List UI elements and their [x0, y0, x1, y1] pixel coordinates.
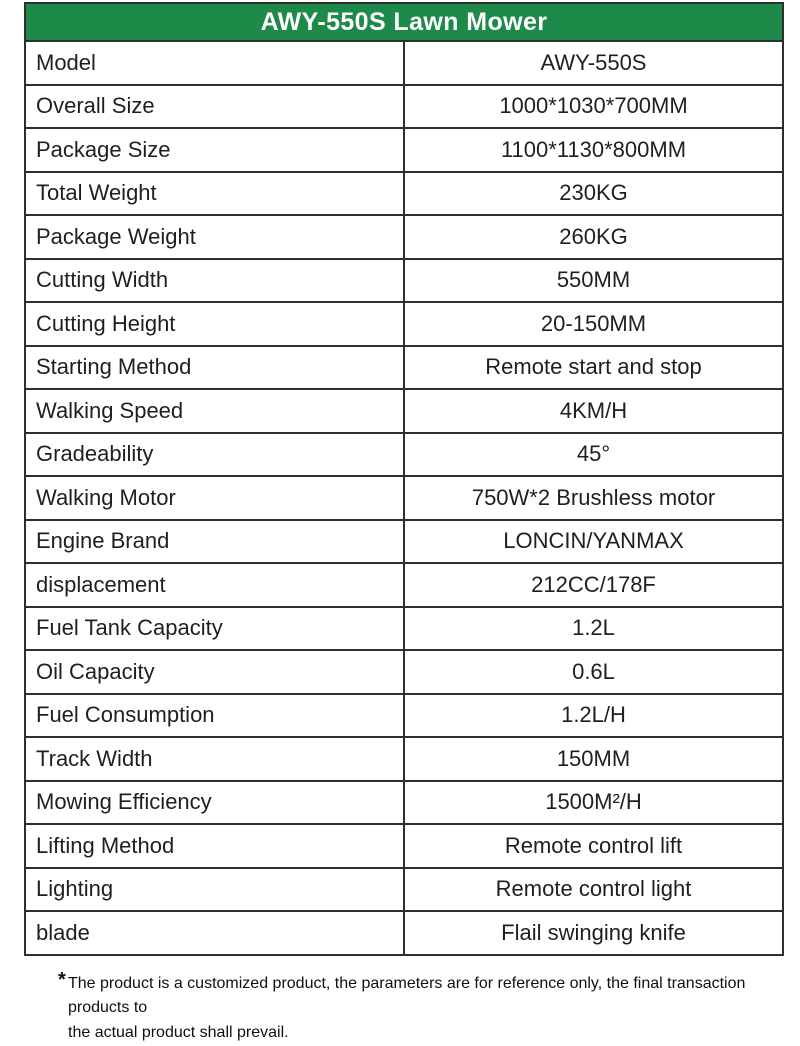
table-row: [25, 824, 783, 868]
table-row: [25, 128, 783, 172]
spec-value: 150MM: [404, 737, 783, 781]
spec-value: AWY-550S: [404, 41, 783, 85]
table-row: [25, 476, 783, 520]
spec-label: Overall Size: [25, 85, 404, 129]
table-row: [25, 172, 783, 216]
table-row: [25, 781, 783, 825]
table-row: [25, 694, 783, 738]
spec-value: 0.6L: [404, 650, 783, 694]
spec-value: Remote control light: [404, 868, 783, 912]
spec-value: 750W*2 Brushless motor: [404, 476, 783, 520]
spec-value: Remote start and stop: [404, 346, 783, 390]
spec-label: Walking Speed: [25, 389, 404, 433]
table-row: [25, 215, 783, 259]
spec-value: 45°: [404, 433, 783, 477]
spec-label: Oil Capacity: [25, 650, 404, 694]
footnote-line-1: The product is a customized product, the parameters are for reference only, the final transaction products to: [68, 974, 746, 1017]
table-row: [25, 433, 783, 477]
spec-value: 1.2L: [404, 607, 783, 651]
spec-label: Package Weight: [25, 215, 404, 259]
spec-value: 550MM: [404, 259, 783, 303]
table-row: [25, 85, 783, 129]
spec-label: Lifting Method: [25, 824, 404, 868]
footnote-asterisk: *: [58, 968, 66, 991]
table-row: [25, 868, 783, 912]
table-row: [25, 563, 783, 607]
spec-value: LONCIN/YANMAX: [404, 520, 783, 564]
table-row: [25, 911, 783, 955]
table-row: [25, 41, 783, 85]
spec-label: Walking Motor: [25, 476, 404, 520]
spec-label: Lighting: [25, 868, 404, 912]
footnote: [58, 968, 782, 1046]
spec-label: Model: [25, 41, 404, 85]
spec-value: Remote control lift: [404, 824, 783, 868]
spec-value: 1500M²/H: [404, 781, 783, 825]
spec-label: Cutting Height: [25, 302, 404, 346]
spec-table: [24, 2, 784, 956]
spec-value: 1000*1030*700MM: [404, 85, 783, 129]
spec-label: Engine Brand: [25, 520, 404, 564]
table-row: [25, 607, 783, 651]
spec-label: blade: [25, 911, 404, 955]
table-title: AWY-550S Lawn Mower: [25, 3, 783, 41]
spec-label: Fuel Tank Capacity: [25, 607, 404, 651]
table-row: [25, 302, 783, 346]
table-row: [25, 346, 783, 390]
table-row: [25, 650, 783, 694]
spec-value: 1.2L/H: [404, 694, 783, 738]
spec-label: displacement: [25, 563, 404, 607]
spec-label: Cutting Width: [25, 259, 404, 303]
spec-label: Gradeability: [25, 433, 404, 477]
table-row: [25, 737, 783, 781]
footnote-line-2: the actual product shall prevail.: [68, 1024, 289, 1042]
spec-value: 212CC/178F: [404, 563, 783, 607]
spec-value: 20-150MM: [404, 302, 783, 346]
table-row: [25, 259, 783, 303]
spec-label: Package Size: [25, 128, 404, 172]
table-row: [25, 520, 783, 564]
spec-value: 4KM/H: [404, 389, 783, 433]
spec-value: 230KG: [404, 172, 783, 216]
table-row: [25, 389, 783, 433]
spec-label: Total Weight: [25, 172, 404, 216]
spec-value: Flail swinging knife: [404, 911, 783, 955]
spec-label: Mowing Efficiency: [25, 781, 404, 825]
spec-value: 1100*1130*800MM: [404, 128, 783, 172]
spec-value: 260KG: [404, 215, 783, 259]
spec-label: Starting Method: [25, 346, 404, 390]
spec-label: Fuel Consumption: [25, 694, 404, 738]
table-title-row: [25, 3, 783, 41]
spec-label: Track Width: [25, 737, 404, 781]
